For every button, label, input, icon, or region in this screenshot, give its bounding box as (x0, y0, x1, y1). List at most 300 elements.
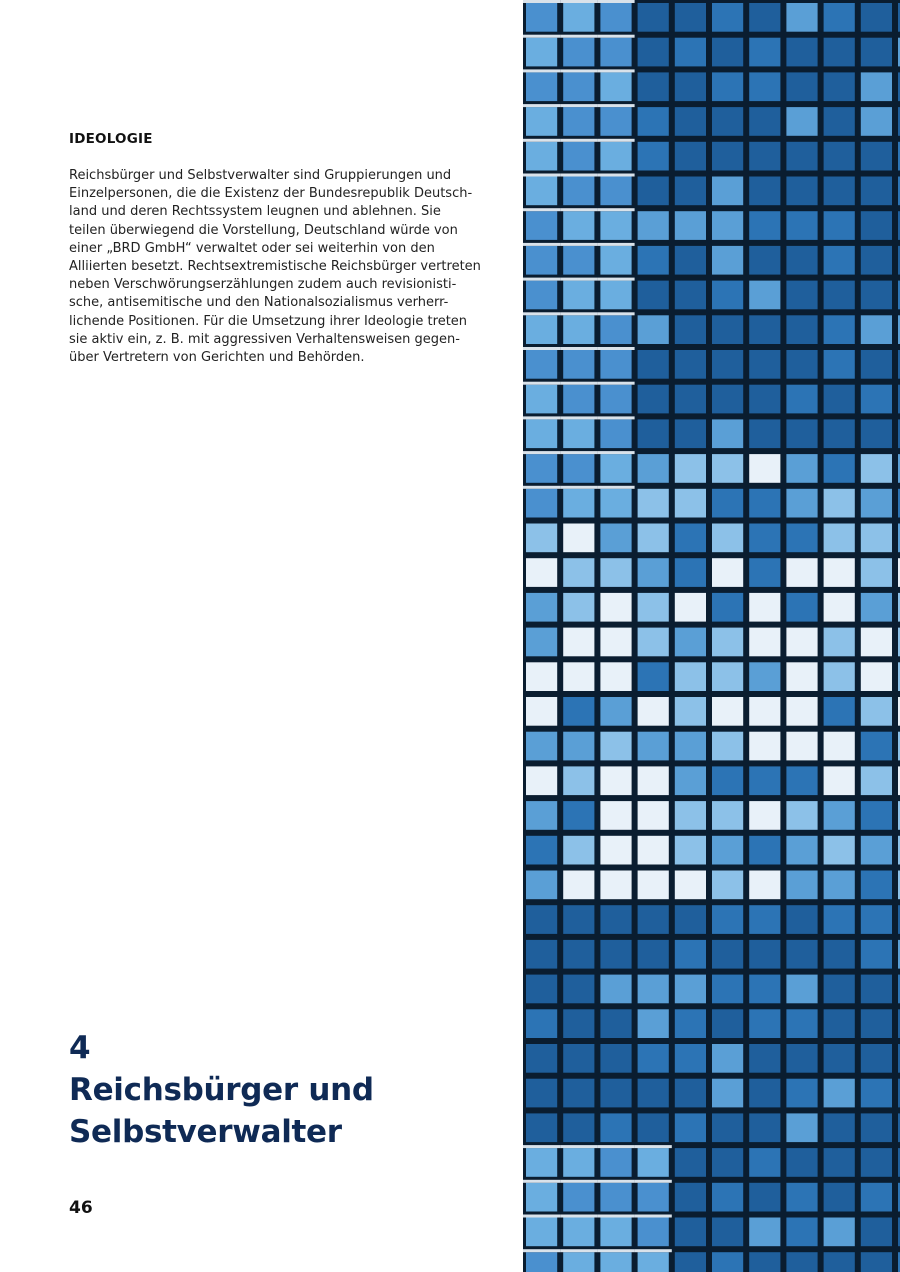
glass-pane (749, 1148, 780, 1177)
glass-pane (861, 281, 892, 310)
glass-pane (526, 38, 557, 67)
glass-pane (824, 732, 855, 761)
glass-pane (638, 385, 669, 414)
glass-pane (563, 524, 594, 553)
light-mullion (560, 104, 597, 107)
glass-pane (749, 385, 780, 414)
light-mullion (597, 486, 634, 489)
glass-pane (824, 72, 855, 101)
glass-pane (675, 350, 706, 379)
glass-pane (638, 1183, 669, 1212)
glass-pane (526, 246, 557, 275)
light-mullion (523, 347, 560, 350)
glass-pane (675, 732, 706, 761)
glass-pane (824, 1183, 855, 1212)
glass-pane (638, 801, 669, 830)
glass-pane (861, 1252, 892, 1272)
glass-pane (712, 489, 743, 518)
glass-pane (712, 905, 743, 934)
glass-pane (712, 697, 743, 726)
light-mullion (523, 174, 560, 177)
glass-pane (638, 281, 669, 310)
paragraph-line: land und deren Rechtssystem leugnen und ablehnen. Sie (69, 204, 441, 220)
glass-pane (638, 246, 669, 275)
glass-pane (526, 1218, 557, 1247)
glass-pane (563, 766, 594, 795)
glass-pane (786, 1148, 817, 1177)
glass-pane (600, 385, 631, 414)
glass-pane (675, 836, 706, 865)
light-mullion (523, 1145, 560, 1148)
glass-pane (786, 558, 817, 587)
glass-pane (600, 177, 631, 206)
glass-pane (861, 1148, 892, 1177)
glass-pane (786, 419, 817, 448)
glass-pane (600, 697, 631, 726)
glass-pane (526, 350, 557, 379)
glass-pane (786, 662, 817, 691)
glass-pane (786, 38, 817, 67)
glass-pane (861, 697, 892, 726)
page-number: 46 (69, 1198, 93, 1218)
glass-pane (712, 732, 743, 761)
light-mullion (523, 139, 560, 142)
glass-pane (563, 662, 594, 691)
glass-pane (824, 211, 855, 240)
glass-pane (824, 1113, 855, 1142)
glass-pane (712, 1009, 743, 1038)
glass-pane (824, 454, 855, 483)
glass-pane (824, 628, 855, 657)
glass-pane (600, 975, 631, 1004)
glass-pane (824, 662, 855, 691)
glass-pane (786, 1218, 817, 1247)
glass-pane (749, 177, 780, 206)
glass-pane (563, 801, 594, 830)
glass-pane (526, 975, 557, 1004)
glass-pane (712, 1148, 743, 1177)
light-mullion (560, 174, 597, 177)
glass-pane (600, 732, 631, 761)
glass-pane (786, 732, 817, 761)
glass-pane (675, 1009, 706, 1038)
glass-pane (638, 419, 669, 448)
glass-pane (600, 628, 631, 657)
glass-pane (600, 871, 631, 900)
glass-pane (600, 246, 631, 275)
glass-pane (563, 211, 594, 240)
glass-pane (786, 628, 817, 657)
glass-pane (638, 350, 669, 379)
glass-pane (786, 72, 817, 101)
glass-pane (675, 246, 706, 275)
light-mullion (597, 35, 634, 38)
glass-pane (526, 315, 557, 344)
glass-pane (600, 766, 631, 795)
glass-pane (749, 246, 780, 275)
glass-pane (600, 1148, 631, 1177)
light-mullion (523, 486, 560, 489)
light-mullion (597, 278, 634, 281)
glass-pane (563, 593, 594, 622)
glass-pane (526, 489, 557, 518)
glass-pane (786, 975, 817, 1004)
glass-pane (786, 1009, 817, 1038)
paragraph-line: lichende Positionen. Für die Umsetzung ihrer Ideologie treten (69, 313, 468, 329)
glass-pane (824, 1079, 855, 1108)
glass-pane (675, 1148, 706, 1177)
light-mullion (560, 1249, 597, 1252)
glass-pane (563, 628, 594, 657)
glass-pane (675, 454, 706, 483)
glass-pane (749, 72, 780, 101)
glass-pane (824, 489, 855, 518)
glass-pane (824, 1009, 855, 1038)
glass-pane (526, 1252, 557, 1272)
glass-pane (749, 107, 780, 136)
glass-pane (600, 1113, 631, 1142)
glass-pane (563, 3, 594, 32)
glass-pane (712, 1079, 743, 1108)
glass-pane (824, 1148, 855, 1177)
light-mullion (597, 382, 634, 385)
glass-pane (712, 1183, 743, 1212)
glass-pane (600, 419, 631, 448)
glass-pane (749, 489, 780, 518)
glass-pane (675, 905, 706, 934)
glass-pane (786, 281, 817, 310)
glass-pane (600, 1009, 631, 1038)
glass-pane (638, 871, 669, 900)
glass-pane (786, 836, 817, 865)
glass-pane (526, 766, 557, 795)
glass-pane (786, 107, 817, 136)
glass-pane (563, 1183, 594, 1212)
glass-pane (638, 1113, 669, 1142)
glass-pane (526, 1113, 557, 1142)
chapter-title-line: Selbstverwalter (69, 1114, 342, 1150)
glass-pane (861, 1218, 892, 1247)
glass-pane (861, 385, 892, 414)
light-mullion (560, 35, 597, 38)
glass-pane (638, 836, 669, 865)
light-mullion (523, 382, 560, 385)
glass-pane (861, 142, 892, 171)
glass-pane (563, 558, 594, 587)
glass-pane (638, 211, 669, 240)
glass-pane (675, 385, 706, 414)
glass-pane (675, 1044, 706, 1073)
glass-pane (712, 940, 743, 969)
glass-pane (563, 281, 594, 310)
glass-pane (526, 142, 557, 171)
glass-pane (786, 454, 817, 483)
light-mullion (560, 69, 597, 72)
glass-pane (749, 662, 780, 691)
glass-pane (861, 975, 892, 1004)
glass-pane (712, 766, 743, 795)
glass-pane (824, 281, 855, 310)
glass-pane (638, 697, 669, 726)
light-mullion (560, 486, 597, 489)
glass-pane (786, 385, 817, 414)
glass-pane (749, 38, 780, 67)
glass-pane (526, 454, 557, 483)
glass-pane (526, 628, 557, 657)
glass-pane (563, 246, 594, 275)
glass-pane (749, 281, 780, 310)
glass-pane (638, 524, 669, 553)
glass-pane (786, 593, 817, 622)
glass-pane (861, 489, 892, 518)
light-mullion (560, 1180, 597, 1183)
glass-pane (675, 1079, 706, 1108)
glass-pane (563, 350, 594, 379)
light-mullion (635, 1249, 672, 1252)
glass-facade-graphic (523, 0, 900, 1272)
glass-pane (675, 1252, 706, 1272)
glass-pane (675, 38, 706, 67)
glass-pane (861, 3, 892, 32)
glass-pane (563, 1009, 594, 1038)
light-mullion (523, 312, 560, 315)
glass-pane (638, 593, 669, 622)
glass-pane (712, 1044, 743, 1073)
glass-pane (712, 871, 743, 900)
light-mullion (560, 347, 597, 350)
glass-pane (824, 558, 855, 587)
glass-pane (749, 1252, 780, 1272)
glass-facade-image (523, 0, 900, 1272)
glass-pane (749, 593, 780, 622)
glass-pane (749, 142, 780, 171)
glass-pane (786, 1252, 817, 1272)
ideology-paragraph (69, 167, 481, 367)
glass-pane (824, 142, 855, 171)
glass-pane (712, 350, 743, 379)
glass-pane (712, 1252, 743, 1272)
glass-pane (675, 142, 706, 171)
light-mullion (597, 243, 634, 246)
glass-pane (675, 940, 706, 969)
light-mullion (597, 312, 634, 315)
glass-pane (600, 315, 631, 344)
glass-pane (526, 524, 557, 553)
glass-pane (638, 628, 669, 657)
glass-pane (861, 1009, 892, 1038)
glass-pane (712, 3, 743, 32)
glass-pane (563, 38, 594, 67)
glass-pane (675, 524, 706, 553)
chapter-number: 4 (69, 1030, 91, 1066)
glass-pane (600, 107, 631, 136)
glass-pane (675, 975, 706, 1004)
glass-pane (563, 315, 594, 344)
glass-pane (824, 871, 855, 900)
paragraph-line: Einzelpersonen, die die Existenz der Bundesrepublik Deutsch- (69, 186, 473, 202)
glass-pane (563, 836, 594, 865)
glass-pane (600, 905, 631, 934)
glass-pane (675, 1218, 706, 1247)
glass-pane (563, 177, 594, 206)
glass-pane (712, 385, 743, 414)
glass-pane (563, 419, 594, 448)
glass-pane (712, 593, 743, 622)
paragraph-line: Alliierten besetzt. Rechtsextremistische Reichsbürger vertreten (69, 259, 481, 275)
paragraph-line: einer „BRD GmbH“ verwaltet oder sei weiterhin von den (69, 240, 435, 256)
glass-pane (786, 315, 817, 344)
glass-pane (786, 940, 817, 969)
glass-pane (600, 836, 631, 865)
glass-pane (675, 281, 706, 310)
glass-pane (824, 350, 855, 379)
glass-pane (824, 593, 855, 622)
glass-pane (712, 836, 743, 865)
glass-pane (749, 732, 780, 761)
glass-pane (824, 1044, 855, 1073)
glass-pane (600, 211, 631, 240)
glass-pane (861, 524, 892, 553)
glass-pane (526, 1079, 557, 1108)
light-mullion (560, 139, 597, 142)
glass-pane (526, 1009, 557, 1038)
paragraph-line: neben Verschwörungserzählungen zudem auch revisionisti- (69, 277, 457, 293)
glass-pane (600, 558, 631, 587)
glass-pane (786, 3, 817, 32)
glass-pane (749, 871, 780, 900)
light-mullion (523, 1249, 560, 1252)
glass-pane (600, 38, 631, 67)
glass-pane (861, 246, 892, 275)
glass-pane (600, 489, 631, 518)
glass-pane (675, 107, 706, 136)
glass-pane (675, 801, 706, 830)
light-mullion (523, 1215, 560, 1218)
glass-pane (861, 871, 892, 900)
glass-pane (675, 593, 706, 622)
glass-pane (675, 211, 706, 240)
glass-pane (526, 281, 557, 310)
light-mullion (597, 174, 634, 177)
glass-pane (749, 3, 780, 32)
glass-pane (675, 315, 706, 344)
glass-pane (526, 107, 557, 136)
glass-pane (638, 975, 669, 1004)
light-mullion (597, 69, 634, 72)
light-mullion (635, 1180, 672, 1183)
glass-pane (526, 732, 557, 761)
glass-pane (824, 246, 855, 275)
glass-pane (563, 1044, 594, 1073)
glass-pane (526, 697, 557, 726)
glass-pane (600, 1218, 631, 1247)
light-mullion (523, 416, 560, 419)
glass-pane (712, 454, 743, 483)
light-mullion (597, 1249, 634, 1252)
glass-pane (861, 662, 892, 691)
glass-pane (749, 1079, 780, 1108)
glass-pane (861, 72, 892, 101)
paragraph-line: Reichsbürger und Selbstverwalter sind Gruppierungen und (69, 168, 452, 183)
light-mullion (560, 1145, 597, 1148)
glass-pane (600, 281, 631, 310)
light-mullion (597, 347, 634, 350)
glass-pane (712, 107, 743, 136)
glass-pane (786, 1079, 817, 1108)
light-mullion (560, 208, 597, 211)
glass-pane (675, 72, 706, 101)
glass-pane (563, 975, 594, 1004)
light-mullion (560, 0, 597, 3)
glass-pane (824, 940, 855, 969)
glass-pane (786, 905, 817, 934)
chapter-heading (69, 1027, 374, 1153)
glass-pane (824, 801, 855, 830)
glass-pane (563, 489, 594, 518)
glass-pane (749, 558, 780, 587)
glass-pane (675, 766, 706, 795)
light-mullion (597, 0, 634, 3)
glass-pane (600, 142, 631, 171)
glass-pane (675, 419, 706, 448)
glass-pane (638, 454, 669, 483)
glass-pane (563, 871, 594, 900)
glass-pane (526, 871, 557, 900)
light-mullion (560, 1215, 597, 1218)
glass-pane (749, 836, 780, 865)
light-mullion (635, 1215, 672, 1218)
glass-pane (824, 524, 855, 553)
glass-pane (712, 558, 743, 587)
glass-pane (749, 350, 780, 379)
glass-pane (861, 211, 892, 240)
glass-pane (638, 1148, 669, 1177)
glass-pane (563, 72, 594, 101)
glass-pane (526, 836, 557, 865)
glass-pane (638, 766, 669, 795)
glass-pane (749, 315, 780, 344)
glass-pane (526, 419, 557, 448)
glass-pane (675, 697, 706, 726)
glass-pane (526, 385, 557, 414)
glass-pane (786, 350, 817, 379)
light-mullion (597, 1180, 634, 1183)
glass-pane (712, 281, 743, 310)
glass-pane (712, 628, 743, 657)
glass-pane (563, 1252, 594, 1272)
paragraph-line: sche, antisemitische und den Nationalsozialismus verherr- (69, 295, 449, 311)
glass-pane (712, 38, 743, 67)
glass-pane (638, 72, 669, 101)
glass-pane (749, 211, 780, 240)
glass-pane (600, 72, 631, 101)
glass-pane (749, 1009, 780, 1038)
glass-pane (786, 177, 817, 206)
glass-pane (526, 1183, 557, 1212)
glass-pane (786, 246, 817, 275)
glass-pane (638, 38, 669, 67)
glass-pane (675, 871, 706, 900)
light-mullion (597, 451, 634, 454)
glass-pane (712, 975, 743, 1004)
glass-pane (786, 489, 817, 518)
glass-pane (675, 177, 706, 206)
glass-pane (786, 1113, 817, 1142)
glass-pane (749, 1218, 780, 1247)
glass-pane (600, 454, 631, 483)
glass-pane (563, 142, 594, 171)
glass-pane (861, 1044, 892, 1073)
